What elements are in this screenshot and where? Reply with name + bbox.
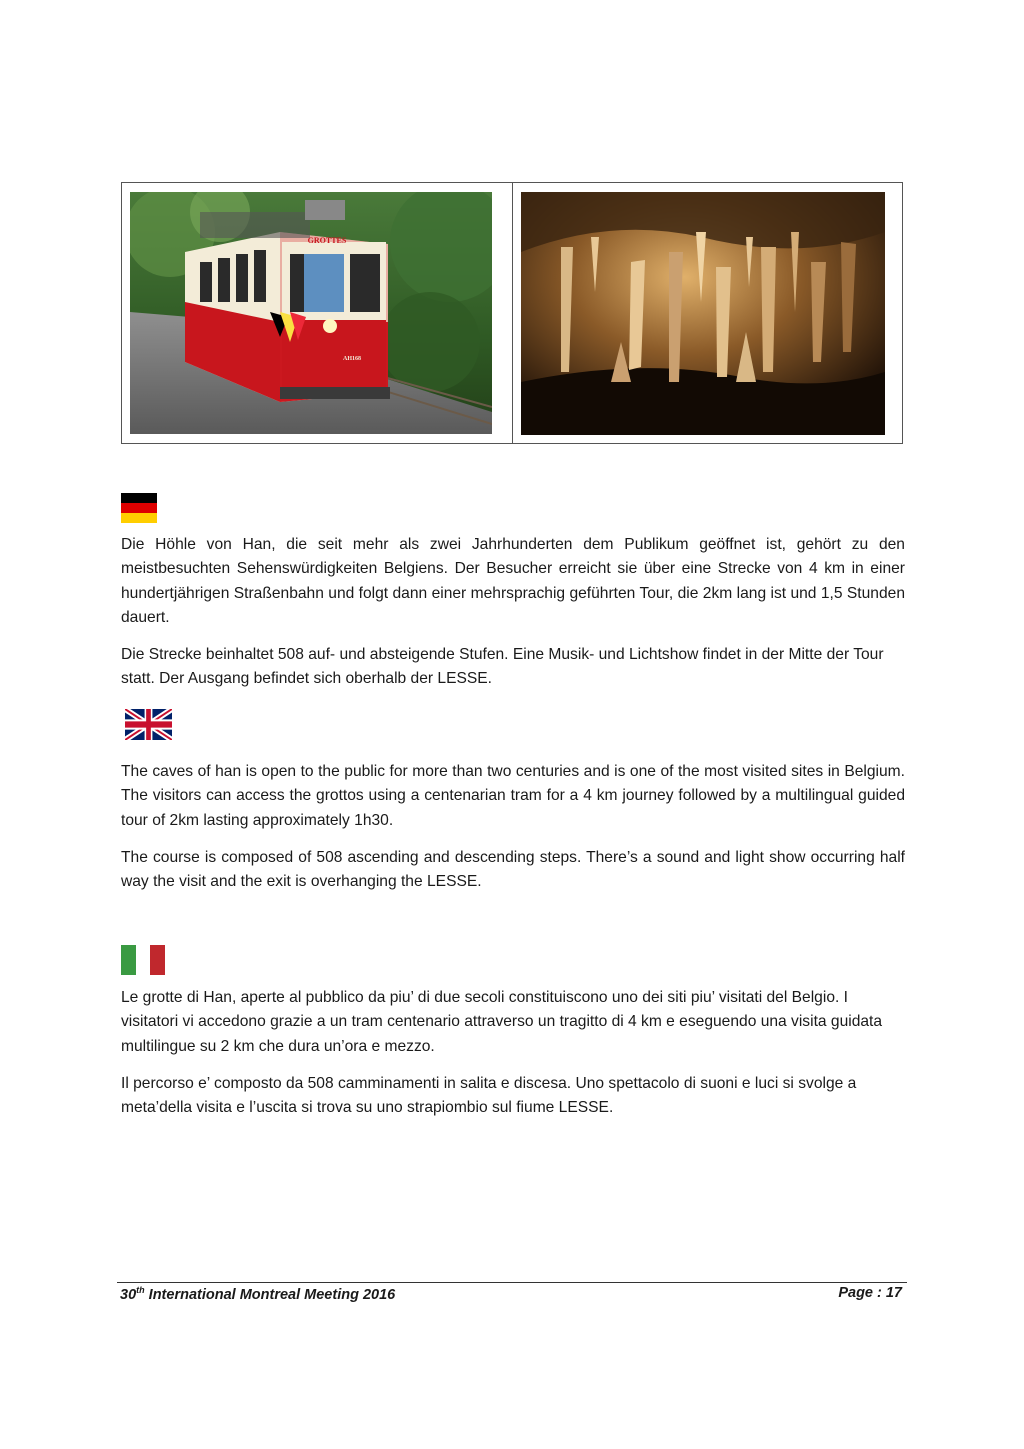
tram-photo: [130, 192, 492, 434]
tram-sign: GROTTES: [307, 236, 347, 245]
footer-number: 30: [120, 1286, 137, 1303]
photo-cell-cave: [513, 183, 902, 443]
italian-flag-icon: [121, 945, 165, 975]
german-flag-icon: [121, 493, 157, 523]
english-paragraph-2: The course is composed of 508 ascending and descending steps. There’s a sound and light show occurring half way the visit and the exit is overhanging the LESSE.: [121, 849, 905, 891]
uk-flag-icon: [125, 709, 172, 740]
italian-paragraph-1: Le grotte di Han, aperte al pubblico da piu’ di due secoli constituiscono uno dei siti piu’ visitati del Belgio. I visitatori vi accedono grazie a un tram centenario attraverso un tragitto di 4 km e eseguendo una visita guidata multilingue su 2 km che dura un’ora e mezzo.: [121, 989, 883, 1055]
footer-page-number: Page : 17: [838, 1285, 902, 1301]
footer-title-text: International Montreal Meeting 2016: [144, 1286, 396, 1303]
photo-cell-tram: [122, 183, 513, 443]
italian-paragraph-2: Il percorso e’ composto da 508 camminamenti in salita e discesa. Uno spettacolo di suoni e luci si svolge a meta’della visita e l’uscita si trova su uno strapiombio sul fiume LESSE.: [121, 1075, 857, 1117]
cave-photo: [521, 192, 885, 435]
tram-number: AH168: [343, 356, 361, 362]
photo-table: [121, 182, 903, 444]
footer-meeting-title: [120, 1285, 395, 1303]
german-paragraph-1: Die Höhle von Han, die seit mehr als zwei Jahrhunderten dem Publikum geöffnet ist, gehört zu den meistbesuchten Sehenswürdigkeiten Belgiens. Der Besucher erreicht sie über eine Strecke von 4 km in einer hundertjährigen Straßenbahn und folgt dann einer mehrsprachig geführten Tour, die 2km lang ist und 1,5 Stunden dauert.: [121, 536, 905, 626]
footer-divider: [117, 1282, 907, 1283]
english-paragraph-1: The caves of han is open to the public for more than two centuries and is one of the most visited sites in Belgium. The visitors can access the grottos using a centenarian tram for a 4 km journey followed by a multilingual guided tour of 2km lasting approximately 1h30.: [121, 763, 905, 829]
german-paragraph-2: Die Strecke beinhaltet 508 auf- und absteigende Stufen. Eine Musik- und Lichtshow findet in der Mitte der Tour statt. Der Ausgang befindet sich oberhalb der LESSE.: [121, 646, 884, 688]
footer-ordinal: th: [136, 1285, 145, 1295]
